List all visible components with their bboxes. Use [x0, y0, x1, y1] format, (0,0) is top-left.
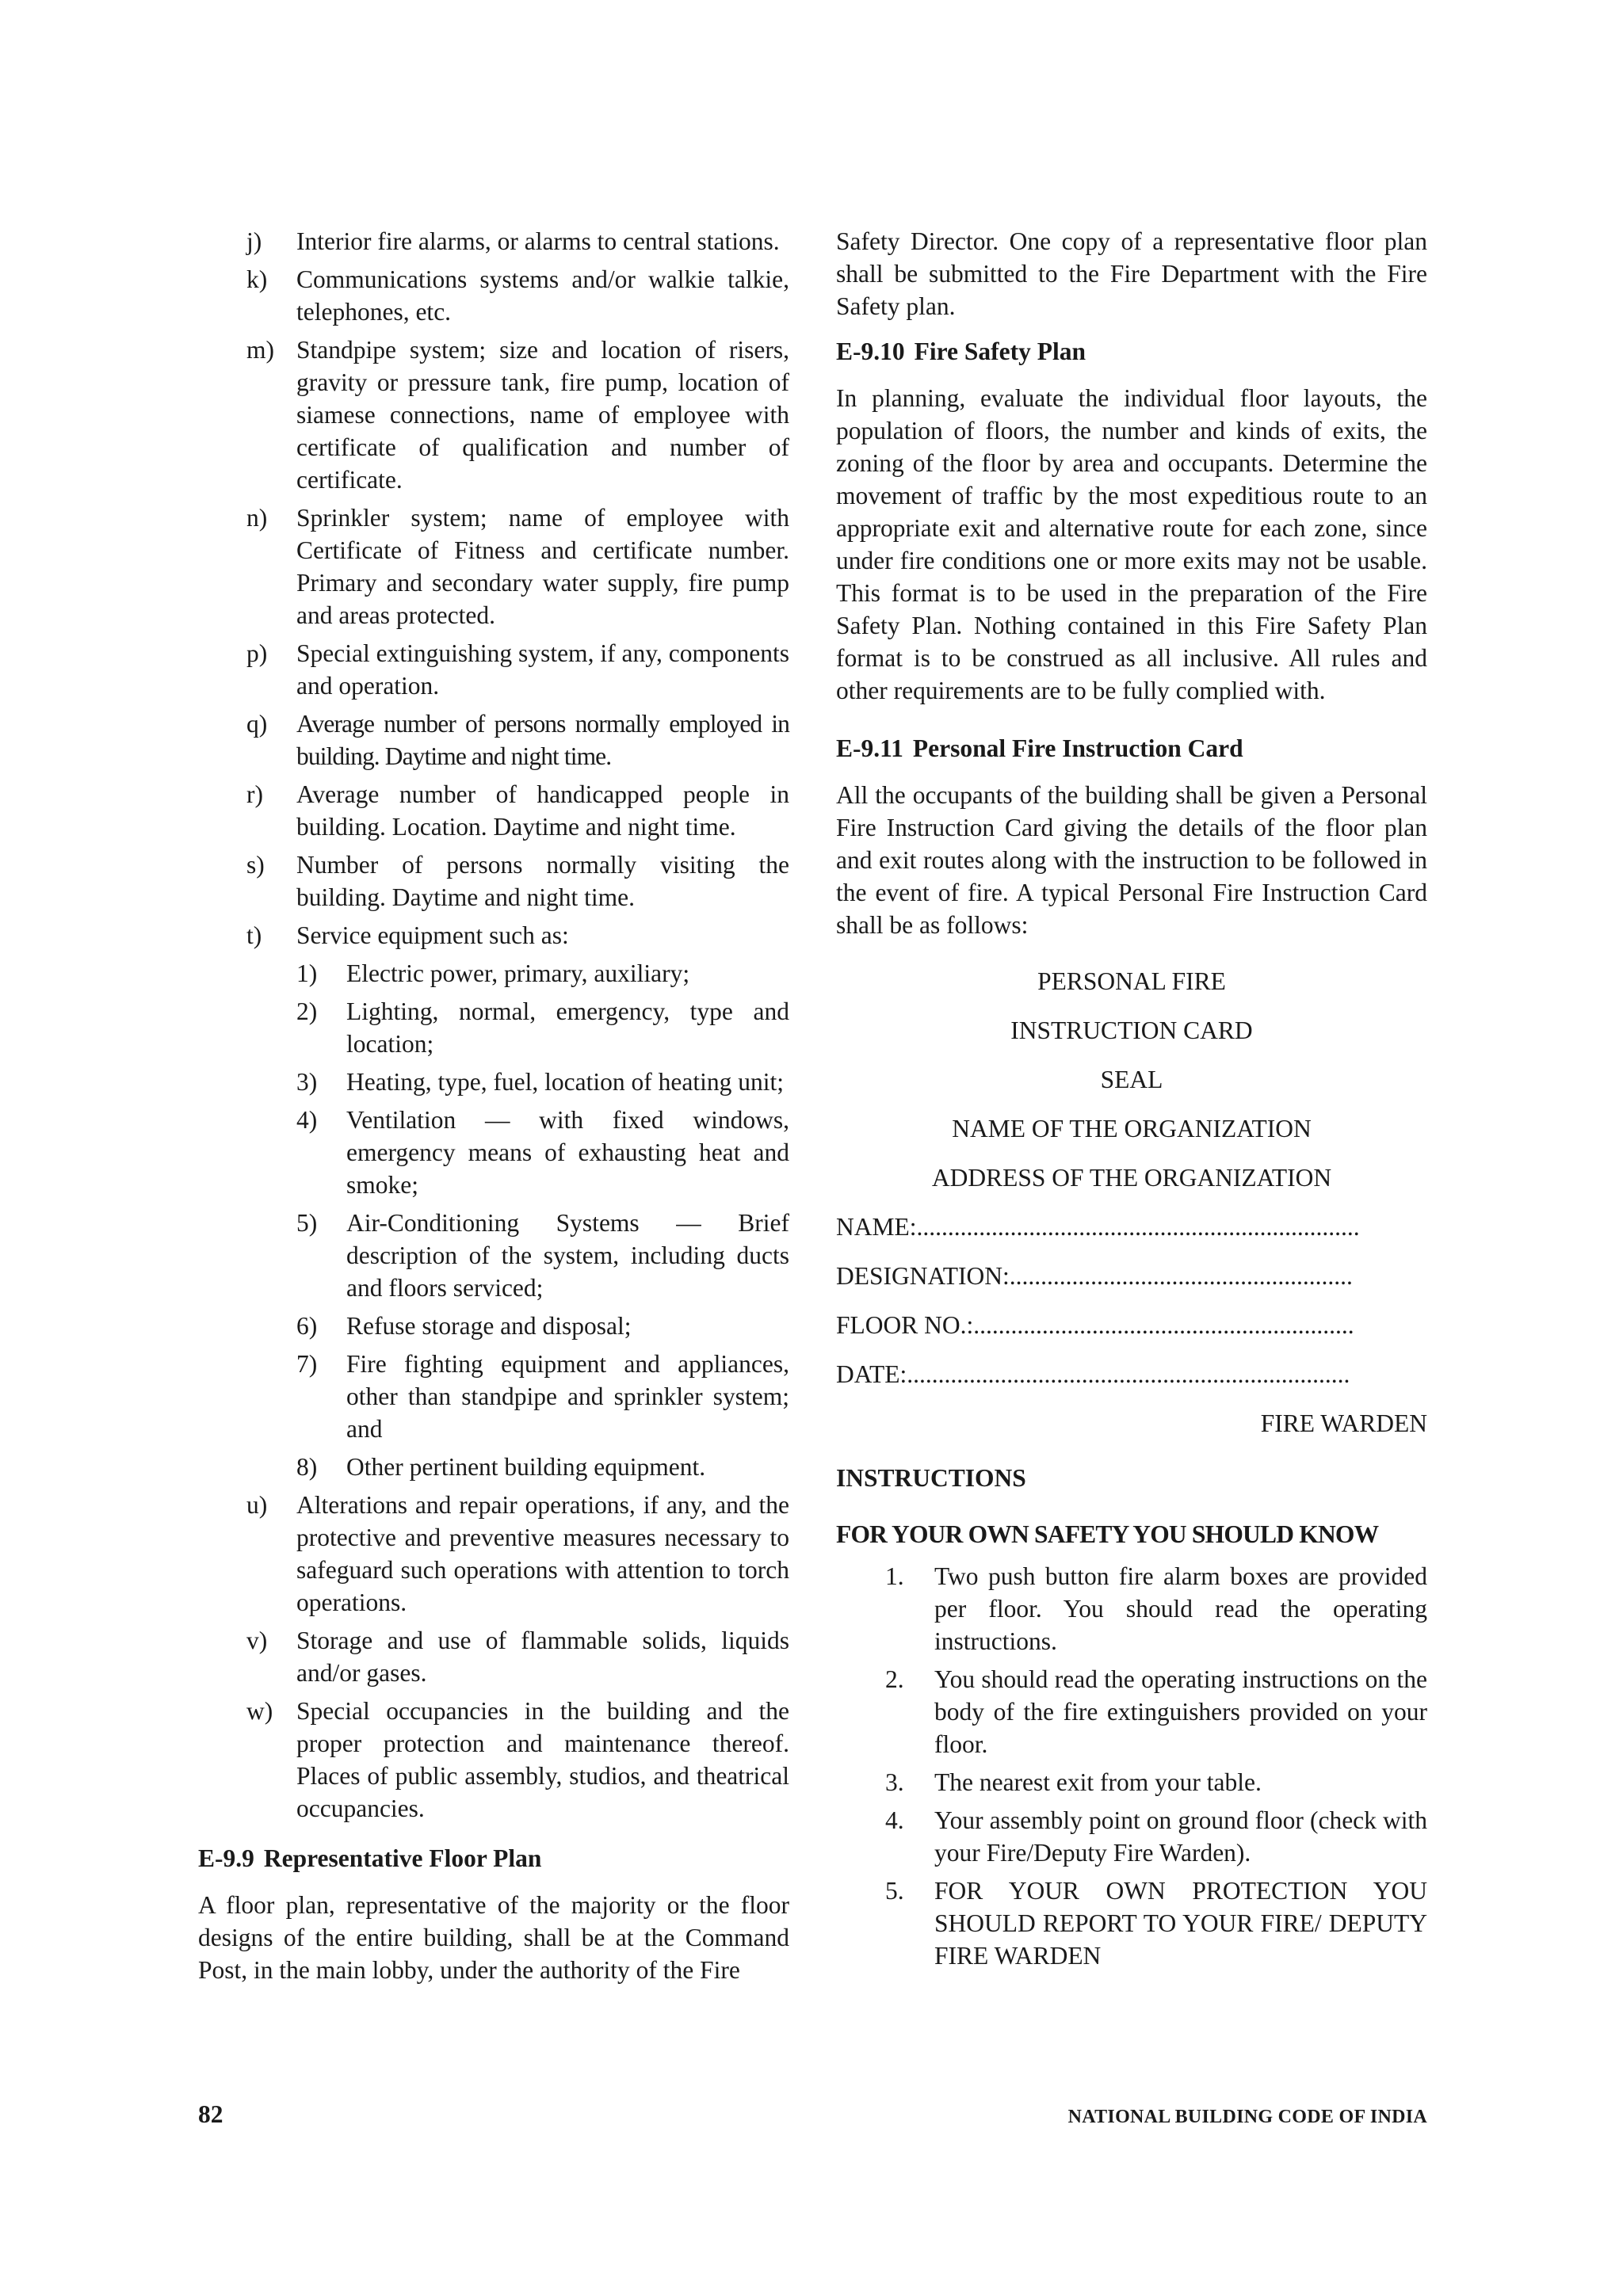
section-body-e99: A floor plan, representative of the majority or the floor designs of the entire building, shall be at the Command Post, in the main lobby, under the authority of the Fire [198, 1891, 789, 1984]
card-field-floor-no [836, 1309, 1427, 1341]
safety-heading: FOR YOUR OWN SAFETY YOU SHOULD KNOW [836, 1520, 1379, 1548]
section-number: E-9.9 [198, 1844, 254, 1872]
sub-list-item-text: Fire fighting equipment and appliances, other than standpipe and sprinkler system; and [346, 1350, 789, 1443]
instruction-text: FOR YOUR OWN PROTECTION YOU SHOULD REPORT TO YOUR FIRE/ DEPUTY FIRE WARDEN [934, 1877, 1427, 1970]
list-item [198, 1695, 789, 1825]
card-signature: FIRE WARDEN [1260, 1409, 1427, 1437]
instruction-number: 4. [885, 1806, 904, 1834]
card-organization-name: NAME OF THE ORGANIZATION [952, 1115, 1312, 1142]
list-item-label: r) [246, 780, 263, 808]
instructions-heading: INSTRUCTIONS [836, 1464, 1026, 1492]
section-heading-e99 [198, 1842, 789, 1875]
field-label: FLOOR NO.: [836, 1311, 974, 1339]
instruction-number: 5. [885, 1877, 904, 1905]
left-column [198, 225, 789, 1986]
list-item [198, 502, 789, 631]
section-heading-e911 [836, 732, 1427, 765]
sub-list-item-text: Air-Conditioning Systems — Brief description of the system, including ducts and floors serviced; [346, 1209, 789, 1302]
sub-list-item [198, 1348, 789, 1445]
list-item-text: Storage and use of flammable solids, liquids and/or gases. [296, 1627, 789, 1687]
page-number: 82 [198, 2100, 223, 2128]
list-item-text: Standpipe system; size and location of risers, gravity or pressure tank, fire pump, location of siamese connections, name of employee with certificate of qualification and number of certificate. [296, 336, 789, 494]
instruction-item [836, 1560, 1427, 1657]
card-field-date [836, 1358, 1427, 1390]
sub-list-item [198, 995, 789, 1060]
sub-list-item-text: Other pertinent building equipment. [346, 1453, 706, 1481]
list-item-label: t) [246, 921, 262, 949]
instruction-item [836, 1875, 1427, 1972]
list-item [198, 919, 789, 952]
section-title: Fire Safety Plan [914, 338, 1086, 365]
instruction-card [836, 965, 1427, 1440]
field-dots: ....................................................................... [916, 1213, 1360, 1241]
sub-list-item-label: 4) [296, 1106, 318, 1134]
card-title-line: INSTRUCTION CARD [1010, 1016, 1253, 1044]
list-item-text: Service equipment such as: [296, 921, 569, 949]
section-number: E-9.11 [836, 734, 903, 762]
sub-list-item [198, 1066, 789, 1098]
section-title: Representative Floor Plan [263, 1844, 542, 1872]
card-title-line: PERSONAL FIRE [1037, 967, 1226, 995]
list-item [198, 707, 789, 772]
list-item-label: j) [246, 227, 262, 255]
section-title: Personal Fire Instruction Card [912, 734, 1243, 762]
card-field-designation [836, 1260, 1427, 1292]
sub-list-item [198, 1104, 789, 1201]
sub-list-item-label: 7) [296, 1350, 318, 1378]
list-item [198, 1489, 789, 1619]
section-body-e911: All the occupants of the building shall be given a Personal Fire Instruction Card giving the details of the floor plan and exit routes along with the instruction to be followed in the event of fire. A typical Personal Fire Instruction Card shall be as follows: [836, 781, 1427, 939]
list-item [198, 778, 789, 843]
card-field-name [836, 1211, 1427, 1243]
instruction-text: You should read the operating instructions on the body of the fire extinguishers provided on your floor. [934, 1665, 1427, 1758]
list-item-label: k) [246, 265, 268, 293]
continuation-paragraph: Safety Director. One copy of a representative floor plan shall be submitted to the Fire Department with the Fire Safety plan. [836, 227, 1427, 320]
list-item-text: Number of persons normally visiting the building. Daytime and night time. [296, 851, 789, 911]
sub-list-item-label: 3) [296, 1068, 318, 1096]
sub-list-item-text: Ventilation — with fixed windows, emergency means of exhausting heat and smoke; [346, 1106, 789, 1199]
sub-list-item [198, 1207, 789, 1304]
instruction-number: 3. [885, 1768, 904, 1796]
list-item-text: Special occupancies in the building and the proper protection and maintenance thereof. Places of public assembly, studios, and theatrical occupancies. [296, 1697, 789, 1822]
list-item [198, 334, 789, 496]
list-item [198, 263, 789, 328]
sub-list-item [198, 1310, 789, 1342]
field-label: DESIGNATION: [836, 1262, 1010, 1290]
card-organization-address: ADDRESS OF THE ORGANIZATION [931, 1164, 1332, 1192]
sub-list-item [198, 957, 789, 990]
field-label: NAME: [836, 1213, 917, 1241]
list-item [198, 1624, 789, 1689]
sub-list-item-label: 8) [296, 1453, 318, 1481]
instruction-number: 1. [885, 1562, 904, 1590]
sub-list-item-label: 1) [296, 959, 318, 987]
card-seal: SEAL [1100, 1066, 1163, 1093]
sub-list-item-text: Refuse storage and disposal; [346, 1312, 632, 1340]
list-item-text: Alterations and repair operations, if any, and the protective and preventive measures necessary to safeguard such operations with attention to torch operations. [296, 1491, 789, 1616]
instruction-number: 2. [885, 1665, 904, 1693]
section-heading-e910 [836, 335, 1427, 368]
sub-list-item-label: 2) [296, 997, 318, 1025]
list-item-label: v) [246, 1627, 268, 1654]
list-item [198, 225, 789, 257]
instruction-text: Your assembly point on ground floor (check with your Fire/Deputy Fire Warden). [934, 1806, 1427, 1867]
instruction-item [836, 1663, 1427, 1760]
instruction-item [836, 1804, 1427, 1869]
list-item-text: Special extinguishing system, if any, components and operation. [296, 639, 789, 700]
sub-list-item-label: 5) [296, 1209, 318, 1237]
sub-list-item [198, 1451, 789, 1483]
sub-list-item-label: 6) [296, 1312, 318, 1340]
sub-list-item-text: Electric power, primary, auxiliary; [346, 959, 690, 987]
list-item-text: Communications systems and/or walkie talkie, telephones, etc. [296, 265, 789, 326]
list-item-label: u) [246, 1491, 268, 1519]
instruction-text: Two push button fire alarm boxes are provided per floor. You should read the operating instructions. [934, 1562, 1427, 1655]
list-item [198, 637, 789, 702]
list-item-label: w) [246, 1697, 273, 1725]
field-dots: ....................................................... [1009, 1262, 1353, 1290]
list-item-text: Average number of persons normally employed in building. Daytime and night time. [296, 710, 789, 770]
sub-list-item-text: Lighting, normal, emergency, type and location; [346, 997, 789, 1058]
list-item [198, 849, 789, 913]
list-item-text: Average number of handicapped people in building. Location. Daytime and night time. [296, 780, 789, 841]
list-item-label: n) [246, 504, 268, 532]
list-item-text: Sprinkler system; name of employee with Certificate of Fitness and certificate number. Primary and secondary water supply, fire pump and areas protected. [296, 504, 789, 629]
right-column [836, 225, 1427, 1978]
section-number: E-9.10 [836, 338, 905, 365]
list-item-label: m) [246, 336, 274, 364]
list-item-label: s) [246, 851, 265, 879]
list-item-label: p) [246, 639, 268, 667]
field-label: DATE: [836, 1360, 907, 1388]
instruction-item [836, 1766, 1427, 1798]
publication-title: NATIONAL BUILDING CODE OF INDIA [1067, 2107, 1427, 2127]
sub-list-item-text: Heating, type, fuel, location of heating unit; [346, 1068, 784, 1096]
list-item-label: q) [246, 710, 268, 738]
section-body-e910: In planning, evaluate the individual floor layouts, the population of floors, the number and kinds of exits, the zoning of the floor by area and occupants. Determine the movement of traffic by the most expeditious route to an appropriate exit and alternative route for each zone, since under fire conditions one or more exits may not be usable. This format is to be used in the preparation of the Fire Safety Plan. Nothing contained in this Fire Safety Plan format is to be construed as all inclusive. All rules and other requirements are to be fully complied with. [836, 384, 1427, 704]
field-dots: ....................................................................... [907, 1360, 1350, 1388]
field-dots: ............................................................. [973, 1311, 1354, 1339]
instruction-text: The nearest exit from your table. [934, 1768, 1262, 1796]
list-item-text: Interior fire alarms, or alarms to central stations. [296, 227, 780, 255]
